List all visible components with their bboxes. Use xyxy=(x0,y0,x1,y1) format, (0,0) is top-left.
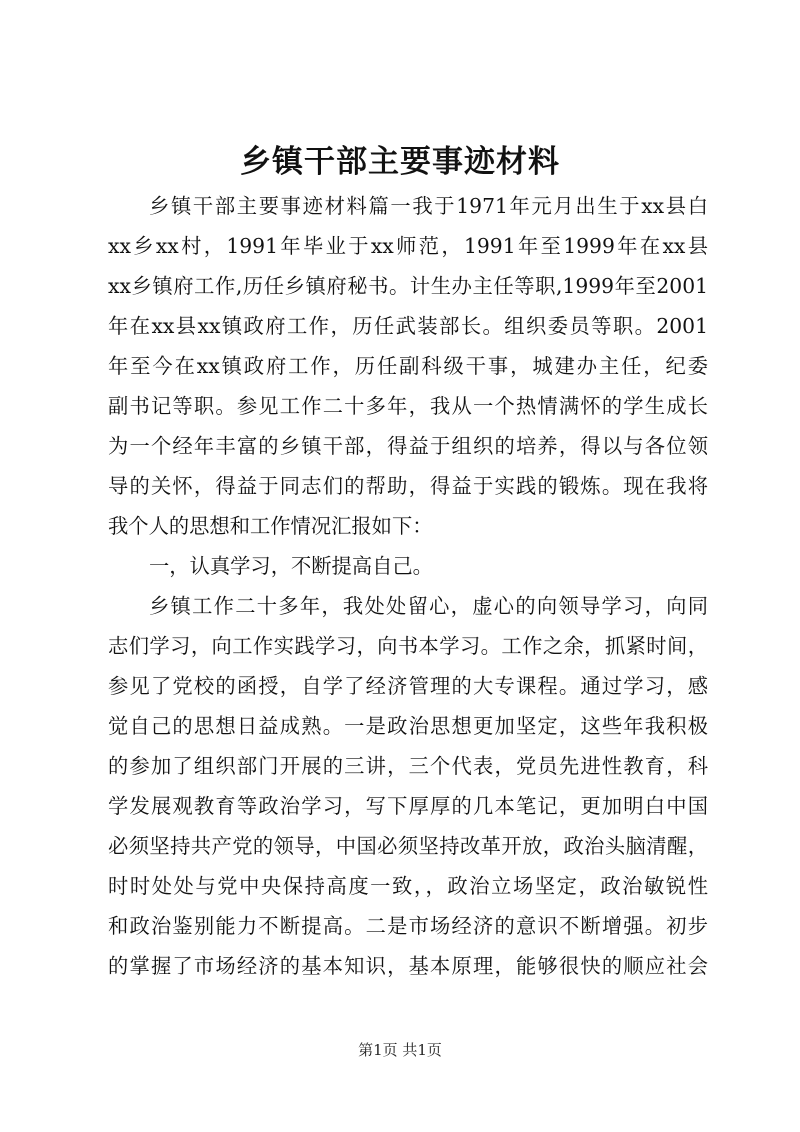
paragraph-line: 必须坚持共产党的领导，中国必须坚持改革开放，政治头脑清醒， xyxy=(108,834,708,858)
paragraph-line: 年在xx县xx镇政府工作，历任武装部长。组织委员等职。2001 xyxy=(108,314,708,338)
paragraph-line: 导的关怀，得益于同志们的帮助，得益于实践的锻炼。现在我将 xyxy=(108,474,708,498)
paragraph-line: 副书记等职。参见工作二十多年，我从一个热情满怀的学生成长 xyxy=(108,394,708,418)
paragraph-line: 时时处处与党中央保持高度一致，，政治立场坚定，政治敏锐性 xyxy=(108,874,708,898)
paragraph-line: 年至今在xx镇政府工作，历任副科级干事，城建办主任，纪委 xyxy=(108,354,708,378)
page-footer: 第1页 共1页 xyxy=(358,1041,442,1059)
paragraph-line: 觉自己的思想日益成熟。一是政治思想更加坚定，这些年我积极 xyxy=(108,714,708,738)
paragraph-line: 为一个经年丰富的乡镇干部，得益于组织的培养，得以与各位领 xyxy=(108,434,708,458)
paragraph-line: 和政治鉴别能力不断提高。二是市场经济的意识不断增强。初步 xyxy=(108,914,708,938)
paragraph-line: 的参加了组织部门开展的三讲，三个代表，党员先进性教育，科 xyxy=(108,754,708,778)
paragraph-line: 参见了党校的函授，自学了经济管理的大专课程。通过学习，感 xyxy=(108,674,708,698)
paragraph-line: 的掌握了市场经济的基本知识，基本原理，能够很快的顺应社会 xyxy=(108,954,708,978)
document-title: 乡镇干部主要事迹材料 xyxy=(240,144,560,180)
paragraph-line: 志们学习，向工作实践学习，向书本学习。工作之余，抓紧时间， xyxy=(108,634,708,658)
paragraph-line: 我个人的思想和工作情况汇报如下： xyxy=(108,514,433,538)
paragraph-line: 乡镇干部主要事迹材料篇一我于1971年元月出生于xx县白 xyxy=(149,194,708,218)
paragraph-line: xx乡镇府工作,历任乡镇府秘书。计生办主任等职,1999年至2001 xyxy=(108,274,708,298)
paragraph-line: 乡镇工作二十多年，我处处留心，虚心的向领导学习，向同 xyxy=(149,594,708,618)
section-heading: 一，认真学习，不断提高自己。 xyxy=(149,554,433,578)
document-body xyxy=(108,186,708,986)
paragraph-line: 学发展观教育等政治学习，写下厚厚的几本笔记，更加明白中国 xyxy=(108,794,708,818)
paragraph-line: xx乡xx村，1991年毕业于xx师范，1991年至1999年在xx县 xyxy=(108,234,708,258)
